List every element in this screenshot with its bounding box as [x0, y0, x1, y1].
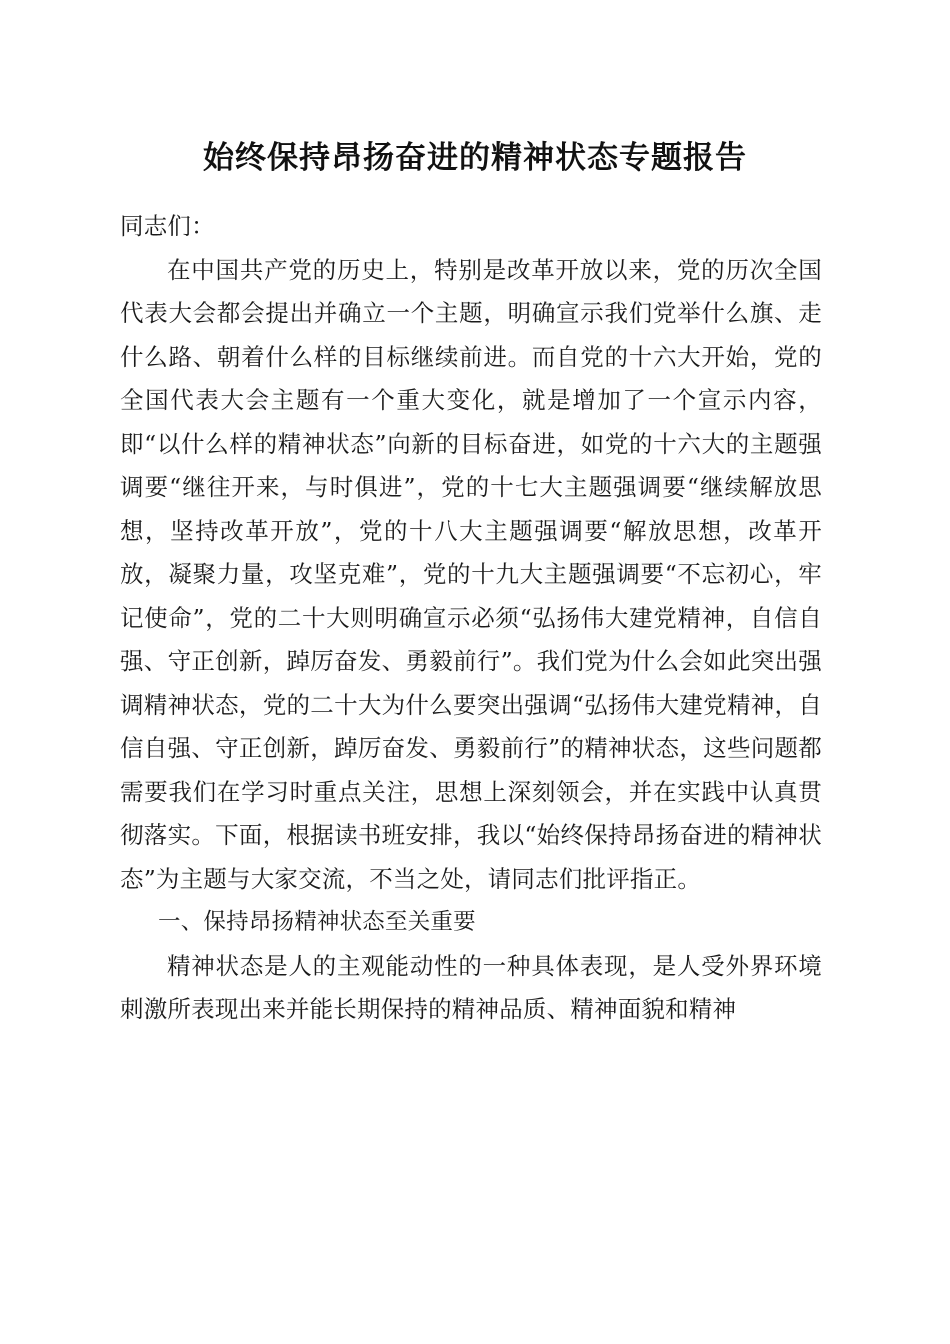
document-body — [120, 205, 822, 1032]
section-paragraph: 精神状态是人的主观能动性的一种具体表现，是人受外界环境刺激所表现出来并能长期保持的精神品质、精神面貌和精神 — [120, 951, 822, 1023]
document-title: 始终保持昂扬奋进的精神状态专题报告 — [203, 140, 747, 176]
salutation: 同志们： — [120, 212, 215, 240]
section-heading: 一、保持昂扬精神状态至关重要 — [158, 909, 476, 935]
body-paragraph: 在中国共产党的历史上，特别是改革开放以来，党的历次全国代表大会都会提出并确立一个主题，明确宣示我们党举什么旗、走什么路、朝着什么样的目标继续前进。而自党的十六大开始，党的全国代表大会主题有一个重大变化，就是增加了一个宣示内容，即“以什么样的精神状态”向新的目标奋进，如党的十六大的主题强调要“继往开来，与时俱进”，党的十七大主题强调要“继续解放思想，坚持改革开放”，党的十八大主题强调要“解放思想，改革开放，凝聚力量，攻坚克难”，党的十九大主题强调要“不忘初心，牢记使命”，党的二十大则明确宣示必须“弘扬伟大建党精神，自信自强、守正创新，踔厉奋发、勇毅前行”。我们党为什么会如此突出强调精神状态，党的二十大为什么要突出强调“弘扬伟大建党精神，自信自强、守正创新，踔厉奋发、勇毅前行”的精神状态，这些问题都需要我们在学习时重点关注，思想上深刻领会，并在实践中认真贯彻落实。下面，根据读书班安排，我以“始终保持昂扬奋进的精神状态”为主题与大家交流，不当之处，请同志们批评指正。 — [120, 255, 822, 893]
